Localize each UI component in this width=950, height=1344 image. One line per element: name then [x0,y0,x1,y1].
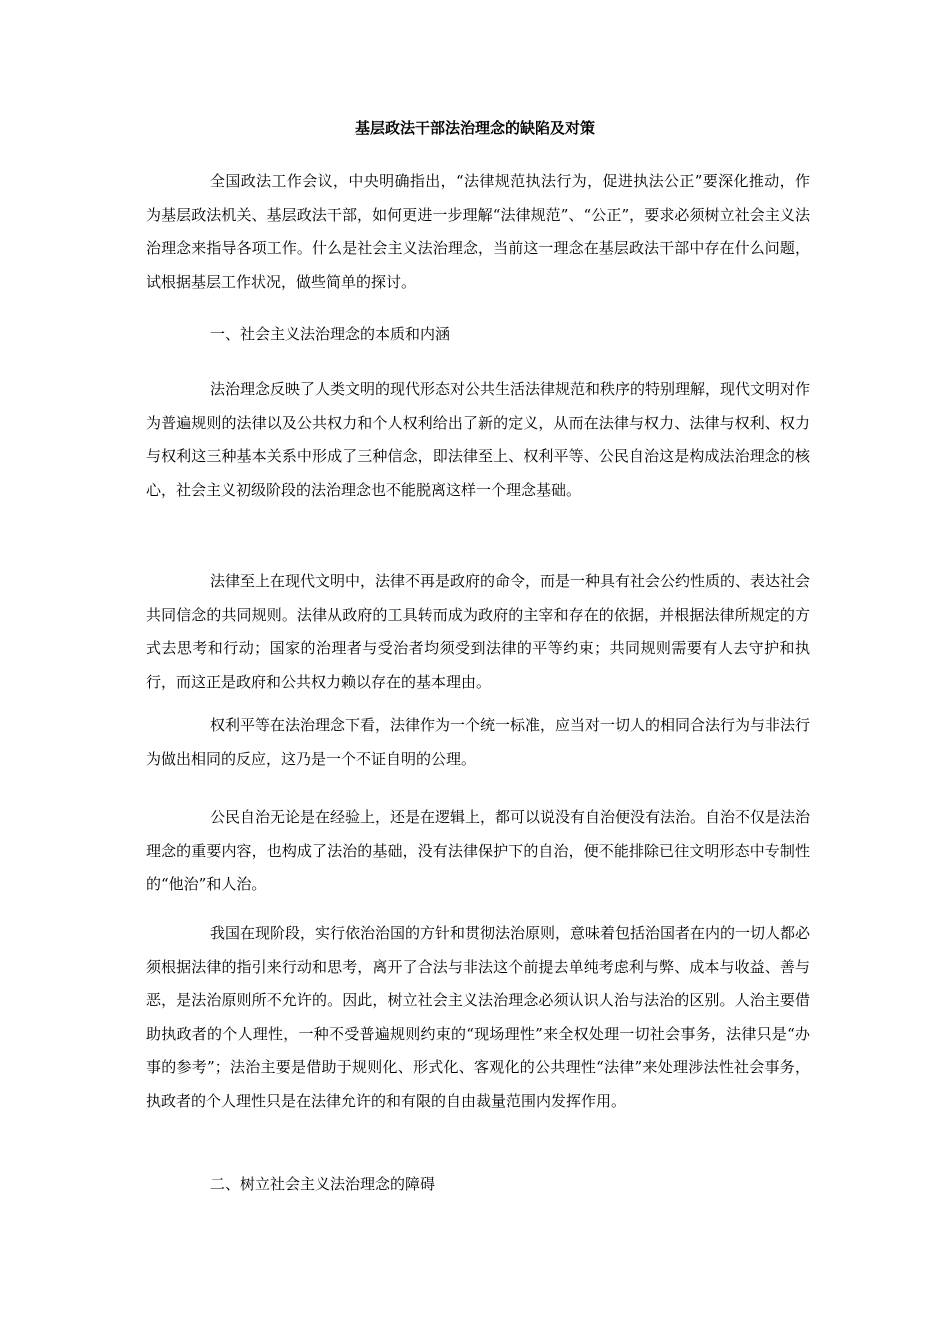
section-heading-1: 一、社会主义法治理念的本质和内涵 [210,325,451,343]
paragraph-equal-rights: 权利平等在法治理念下看，法律作为一个统一标准，应当对一切人的相同合法行为与非法行为做出相同的反应，这乃是一个不证自明的公理。 [146,716,811,768]
paragraph-rule-by-law-vs-rule-by-man: 我国在现阶段，实行依治治国的方针和贯彻法治原则，意味着包括治国者在内的一切人都必须根据法律的指引来行动和思考，离开了合法与非法这个前提去单纯考虑利与弊、成本与收益、善与恶，是法治原则所不允许的。因此，树立社会主义法治理念必须认识人治与法治的区别。人治主要借助执政者的个人理性，一种不受普遍规则约束的“现场理性”来全权处理一切社会事务，法律只是“办事的参考”；法治主要是借助于规则化、形式化、客观化的公共理性“法律”来处理涉法性社会事务，执政者的个人理性只是在法律允许的和有限的自由裁量范围内发挥作用。 [146,924,811,1110]
paragraph-rule-of-law-concept: 法治理念反映了人类文明的现代形态对公共生活法律规范和秩序的特别理解，现代文明对作为普遍规则的法律以及公共权力和个人权利给出了新的定义，从而在法律与权力、法律与权利、权力与权利这三种基本关系中形成了三种信念，即法律至上、权利平等、公民自治这是构成法治理念的核心，社会主义初级阶段的法治理念也不能脱离这样一个理念基础。 [146,380,811,499]
section-heading-2: 二、树立社会主义法治理念的障碍 [210,1175,436,1193]
paragraph-citizen-autonomy: 公民自治无论是在经验上，还是在逻辑上，都可以说没有自治便没有法治。自治不仅是法治理念的重要内容，也构成了法治的基础，没有法律保护下的自治，便不能排除已往文明形态中专制性的“他治”和人治。 [146,808,811,894]
document-title: 基层政法干部法治理念的缺陷及对策 [354,119,595,137]
paragraph-supremacy-of-law: 法律至上在现代文明中，法律不再是政府的命令，而是一种具有社会公约性质的、表达社会共同信念的共同规则。法律从政府的工具转而成为政府的主宰和存在的依据，并根据法律所规定的方式去思考和行动；国家的治理者与受治者均须受到法律的平等约束；共同规则需要有人去守护和执行，而这正是政府和公共权力赖以存在的基本理由。 [146,572,811,691]
intro-paragraph: 全国政法工作会议，中央明确指出，“法律规范执法行为，促进执法公正”要深化推动，作为基层政法机关、基层政法干部，如何更进一步理解“法律规范”、“公正”，要求必须树立社会主义法治理念来指导各项工作。什么是社会主义法治理念，当前这一理念在基层政法干部中存在什么问题，试根据基层工作状况，做些简单的探讨。 [146,172,810,291]
